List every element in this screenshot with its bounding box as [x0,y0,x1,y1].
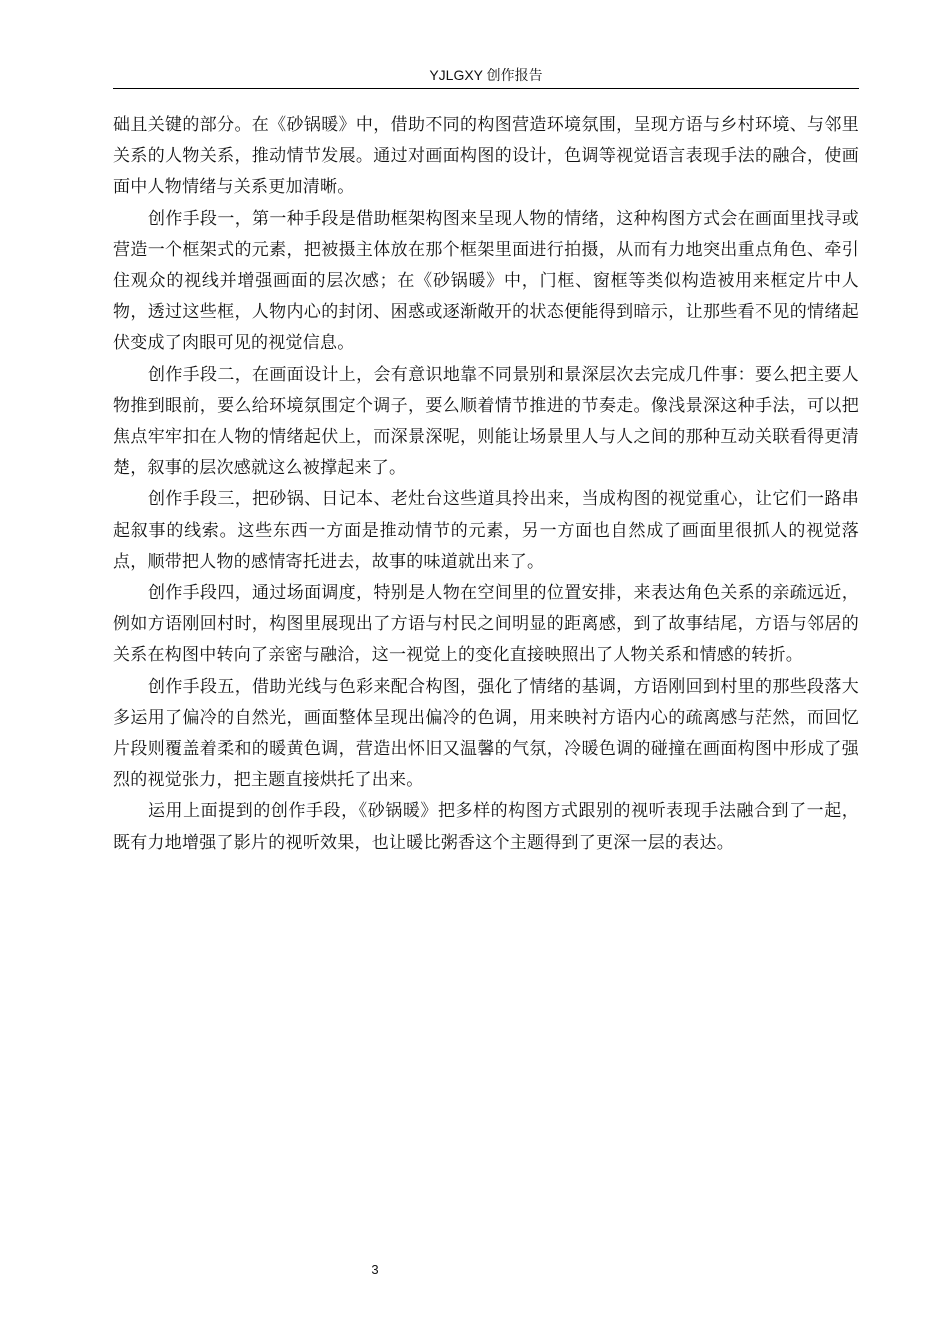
page-header: YJLGXY 创作报告 [429,67,543,83]
page-number: 3 [371,1262,379,1277]
paragraph-conclusion: 运用上面提到的创作手段，《砂锅暖》把多样的构图方式跟别的视听表现手法融合到了一起，既有力地增强了影片的视听效果，也让暖比粥香这个主题得到了更深一层的表达。 [113,801,859,853]
header-divider [113,88,859,89]
paragraph-continuation: 础且关键的部分。在《砂锅暖》中，借助不同的构图营造环境氛围，呈现方语与乡村环境、与邻里关系的人物关系，推动情节发展。通过对画面构图的设计，色调等视觉语言表现手法的融合，使画面中人物情绪与关系更加清晰。 [113,115,859,198]
document-body [113,110,859,859]
paragraph-technique-two: 创作手段二，在画面设计上，会有意识地靠不同景别和景深层次去完成几件事：要么把主要人物推到眼前，要么给环境氛围定个调子，要么顺着情节推进的节奏走。像浅景深这种手法，可以把焦点牢牢扣在人物的情绪起伏上，而深景深呢，则能让场景里人与人之间的那种互动关联看得更清楚，叙事的层次感就这么被撑起来了。 [113,364,859,479]
paragraph-technique-five: 创作手段五，借助光线与色彩来配合构图，强化了情绪的基调，方语刚回到村里的那些段落大多运用了偏冷的自然光，画面整体呈现出偏冷的色调，用来映衬方语内心的疏离感与茫然，而回忆片段则覆盖着柔和的暖黄色调，营造出怀旧又温馨的气氛，冷暖色调的碰撞在画面构图中形成了强烈的视觉张力，把主题直接烘托了出来。 [113,676,859,791]
paragraph-technique-one: 创作手段一，第一种手段是借助框架构图来呈现人物的情绪，这种构图方式会在画面里找寻或营造一个框架式的元素，把被摄主体放在那个框架里面进行拍摄，从而有力地突出重点角色、牵引住观众的视线并增强画面的层次感；在《砂锅暖》中，门框、窗框等类似构造被用来框定片中人物，透过这些框，人物内心的封闭、困惑或逐渐敞开的状态便能得到暗示，让那些看不见的情绪起伏变成了肉眼可见的视觉信息。 [113,208,859,354]
paragraph-technique-four: 创作手段四，通过场面调度，特别是人物在空间里的位置安排，来表达角色关系的亲疏远近，例如方语刚回村时，构图里展现出了方语与村民之间明显的距离感，到了故事结尾，方语与邻居的关系在构图中转向了亲密与融洽，这一视觉上的变化直接映照出了人物关系和情感的转折。 [113,583,859,666]
paragraph-technique-three: 创作手段三，把砂锅、日记本、老灶台这些道具拎出来，当成构图的视觉重心，让它们一路串起叙事的线索。这些东西一方面是推动情节的元素，另一方面也自然成了画面里很抓人的视觉落点，顺带把人物的感情寄托进去，故事的味道就出来了。 [113,489,859,572]
